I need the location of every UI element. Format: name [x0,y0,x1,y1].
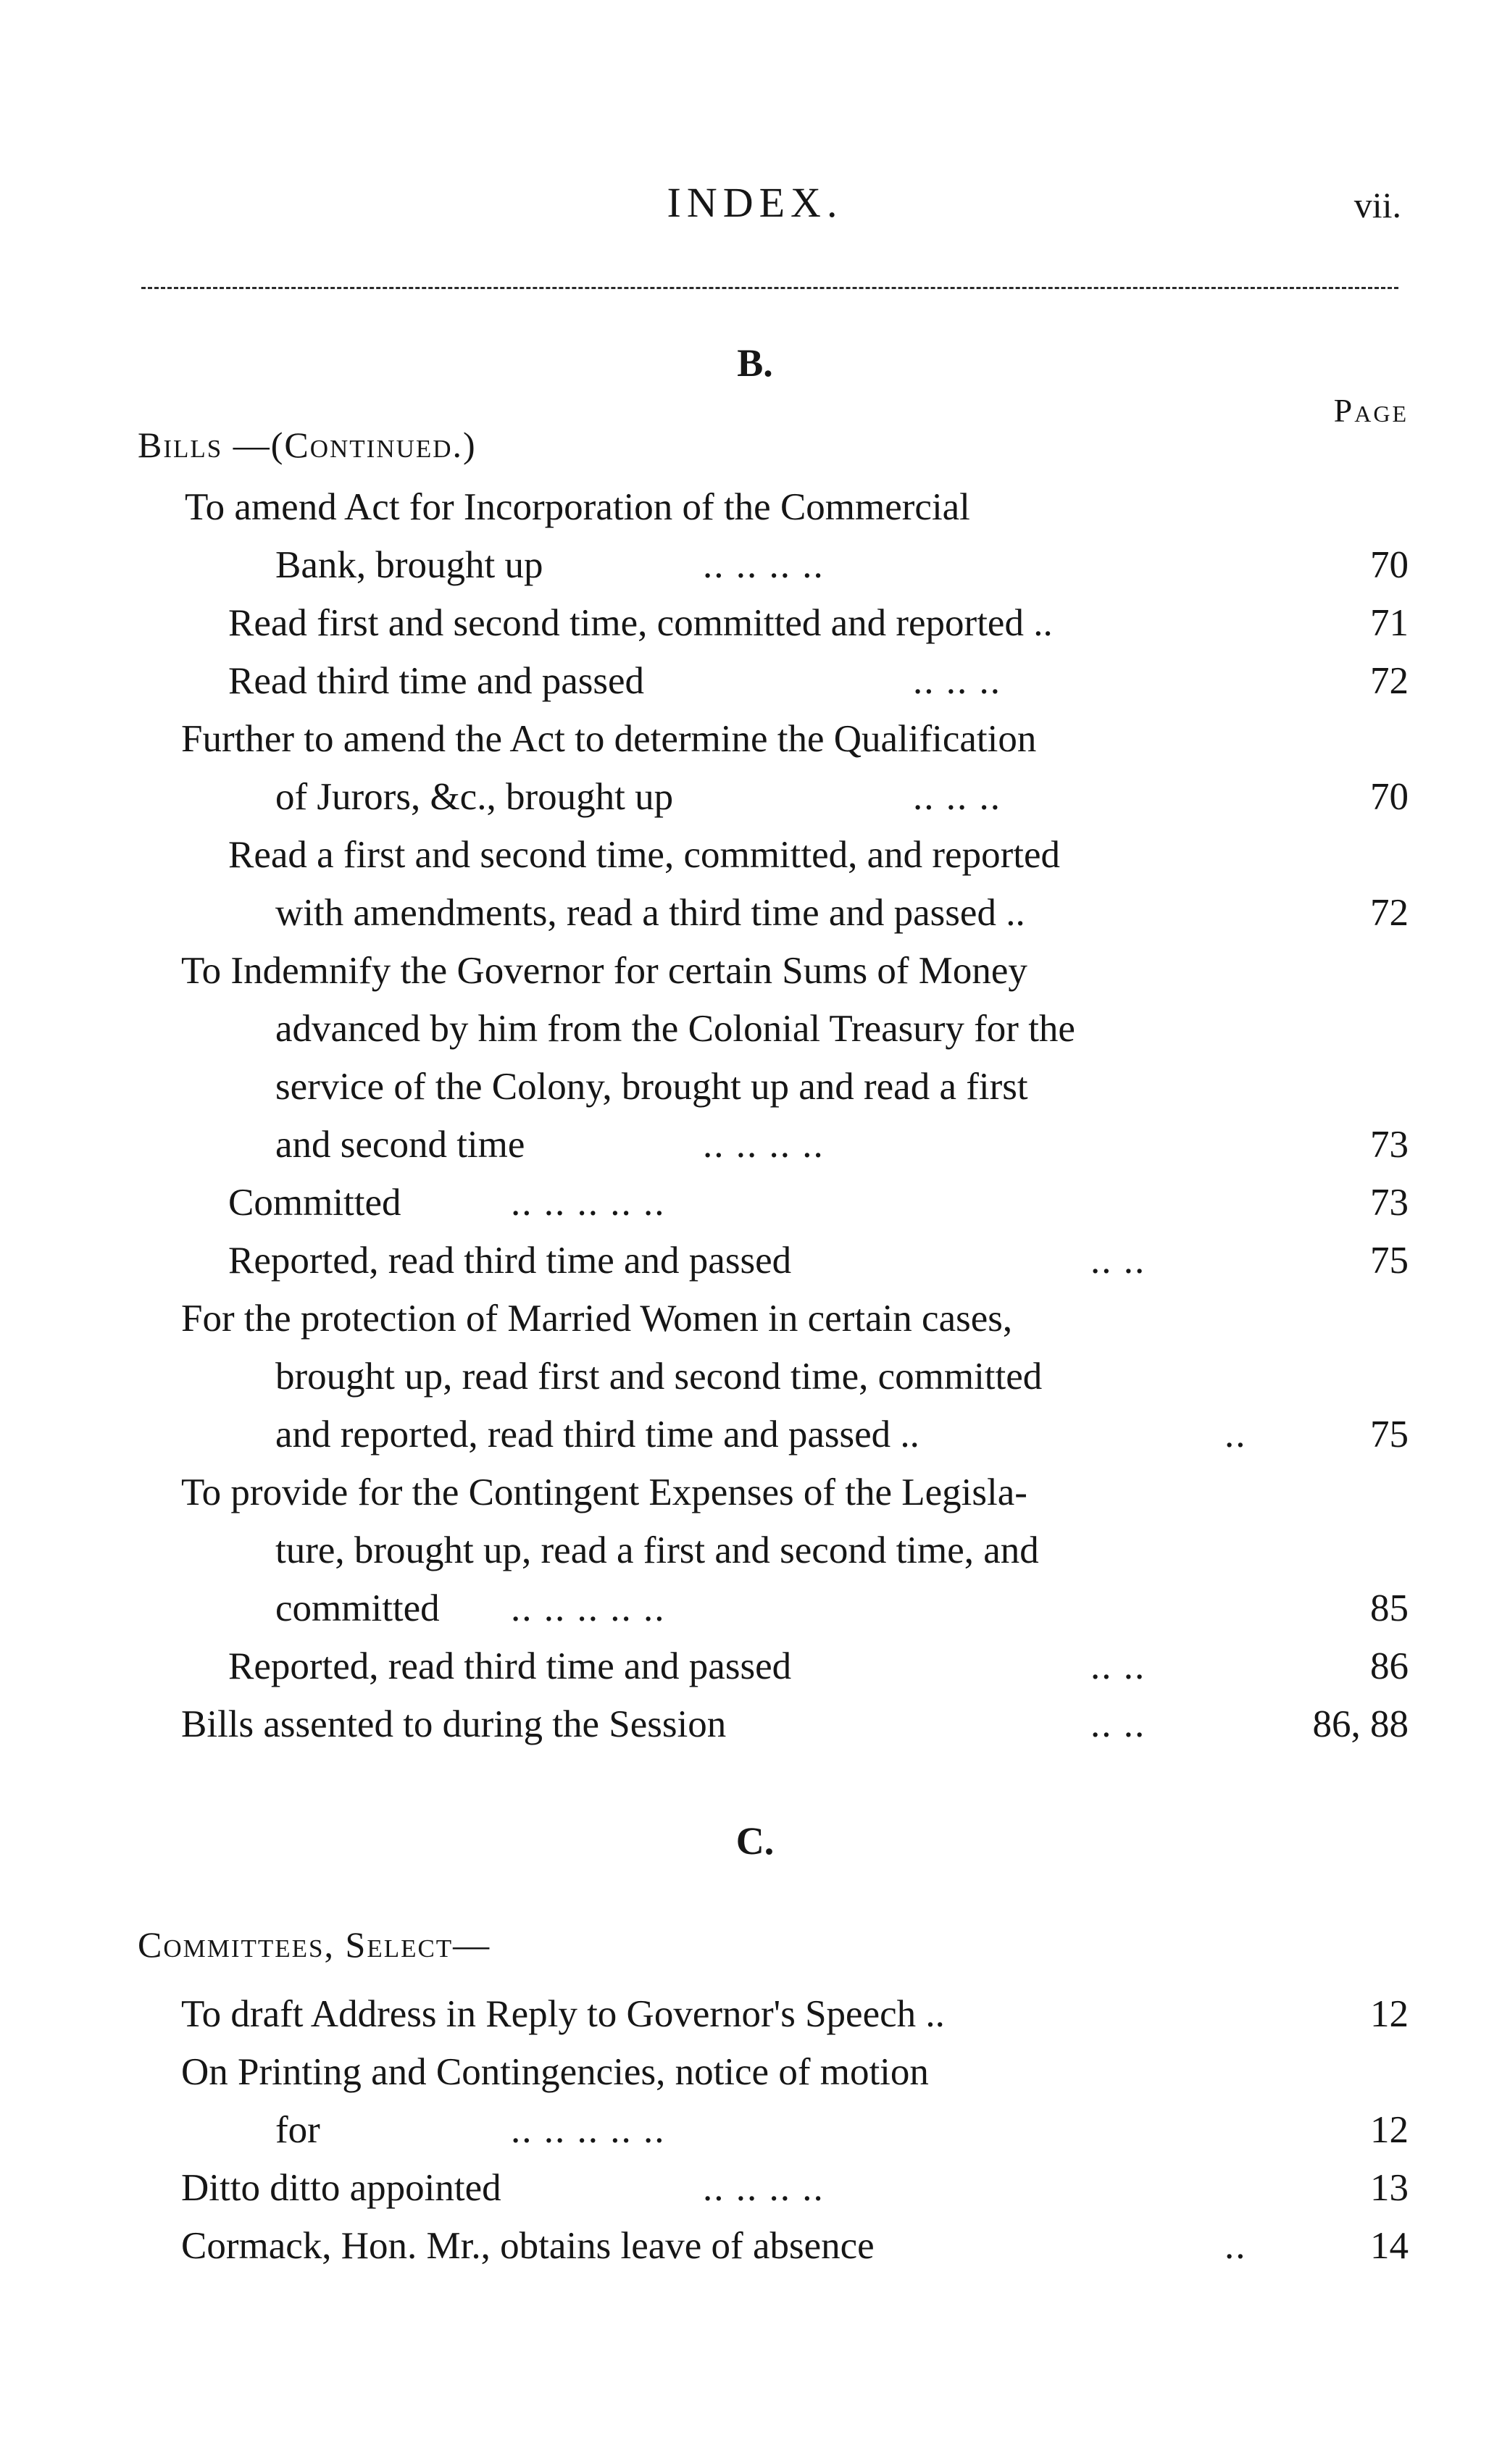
dot-leader: .. .. .. .. .. [511,1182,666,1224]
entry-text: Further to amend the Act to determine the Qualification [181,718,1037,760]
dot-leader: .. [1225,1413,1247,1456]
page-title: INDEX. [667,179,843,226]
section-b-entries [0,478,1510,1753]
section-b-entry [0,1637,1510,1695]
entry-page-number: 71 [1370,602,1409,644]
section-c-entry [0,2217,1510,2275]
entry-text: ture, brought up, read a first and second time, and [275,1529,1039,1571]
entry-text: Bills assented to during the Session [181,1703,727,1745]
entry-text: Reported, read third time and passed [228,1240,792,1282]
entry-page-number: 86 [1370,1645,1409,1687]
section-b-entry [0,710,1510,768]
entry-text: advanced by him from the Colonial Treasury for the [275,1008,1075,1050]
entry-page-number: 70 [1370,544,1409,586]
dot-leader: .. .. .. .. [703,2167,825,2209]
entry-text: with amendments, read a third time and passed .. [275,892,1025,934]
section-b-entry [0,1232,1510,1290]
section-c-entry [0,1985,1510,2043]
section-b-entry [0,652,1510,710]
section-b-entry [0,768,1510,826]
dot-leader: .. .. .. .. [703,544,825,586]
entry-page-number: 14 [1370,2225,1409,2267]
section-b-entry [0,478,1510,536]
section-c-entry [0,2159,1510,2217]
entry-text: To provide for the Contingent Expenses of the Legisla- [181,1471,1027,1513]
entry-page-number: 73 [1370,1124,1409,1166]
section-b-entry [0,1000,1510,1058]
running-head [0,174,1510,232]
section-b-entry [0,826,1510,884]
section-b-entry [0,594,1510,652]
entry-text: and reported, read third time and passed .. [275,1413,919,1456]
entry-text: Bank, brought up [275,544,543,586]
group-heading-committees: Committees, Select— [138,1924,491,1965]
entry-page-number: 13 [1370,2167,1409,2209]
section-b-entry [0,942,1510,1000]
entry-text: To Indemnify the Governor for certain Sums of Money [181,950,1027,992]
section-b-entry [0,1579,1510,1637]
entry-page-number: 70 [1370,776,1409,818]
group-heading-bills: Bills —(Continued.) [138,425,477,465]
dot-leader: .. .. [1090,1240,1146,1282]
entry-text: To amend Act for Incorporation of the Commercial [185,486,970,528]
dot-leader: .. .. [1090,1703,1146,1745]
section-b-entry [0,1695,1510,1753]
section-letter-b: B. [737,341,773,385]
entry-page-number: 75 [1370,1413,1409,1456]
entry-text: Reported, read third time and passed [228,1645,792,1687]
section-b-entry [0,1174,1510,1232]
entry-text: Ditto ditto appointed [181,2167,501,2209]
section-c-entries [0,1985,1510,2275]
section-b-entry [0,884,1510,942]
entry-page-number: 12 [1370,1993,1409,2035]
entry-text: for [275,2109,320,2151]
page-number: vii. [1353,185,1401,225]
entry-page-number: 85 [1370,1587,1409,1629]
entry-text: Read third time and passed [228,660,645,702]
dot-leader: .. .. [1090,1645,1146,1687]
header-rule [141,287,1398,289]
entry-text: Cormack, Hon. Mr., obtains leave of absence [181,2225,875,2267]
entry-page-number: 12 [1370,2109,1409,2151]
section-b-entry [0,1290,1510,1348]
page-column-heading: Page [1333,392,1409,429]
section-c-entry [0,2101,1510,2159]
section-b-entry [0,1058,1510,1116]
dot-leader: .. .. .. [913,776,1001,818]
entry-page-number: 72 [1370,892,1409,934]
section-b-entry [0,536,1510,594]
entry-text: service of the Colony, brought up and read a first [275,1066,1028,1108]
entry-text: For the protection of Married Women in certain cases, [181,1298,1013,1340]
entry-page-number: 72 [1370,660,1409,702]
section-letter-c: C. [735,1819,775,1863]
dot-leader: .. [1225,2225,1247,2267]
section-b-entry [0,1116,1510,1174]
entry-page-number: 86, 88 [1312,1703,1409,1745]
section-c-entry [0,2043,1510,2101]
entry-text: brought up, read first and second time, committed [275,1356,1043,1398]
section-b-entry [0,1406,1510,1463]
dot-leader: .. .. .. [913,660,1001,702]
section-b-entry [0,1521,1510,1579]
entry-text: Committed [228,1182,401,1224]
entry-text: and second time [275,1124,525,1166]
section-b-entry [0,1463,1510,1521]
entry-page-number: 73 [1370,1182,1409,1224]
dot-leader: .. .. .. .. [703,1124,825,1166]
entry-text: On Printing and Contingencies, notice of motion [181,2051,929,2093]
entry-text: To draft Address in Reply to Governor's Speech .. [181,1993,945,2035]
entry-text: Read a first and second time, committed, and reported [228,834,1060,876]
dot-leader: .. .. .. .. .. [511,1587,666,1629]
entry-text: committed [275,1587,440,1629]
entry-text: of Jurors, &c., brought up [275,776,674,818]
dot-leader: .. .. .. .. .. [511,2109,666,2151]
entry-text: Read first and second time, committed and reported .. [228,602,1053,644]
section-b-entry [0,1348,1510,1406]
entry-page-number: 75 [1370,1240,1409,1282]
